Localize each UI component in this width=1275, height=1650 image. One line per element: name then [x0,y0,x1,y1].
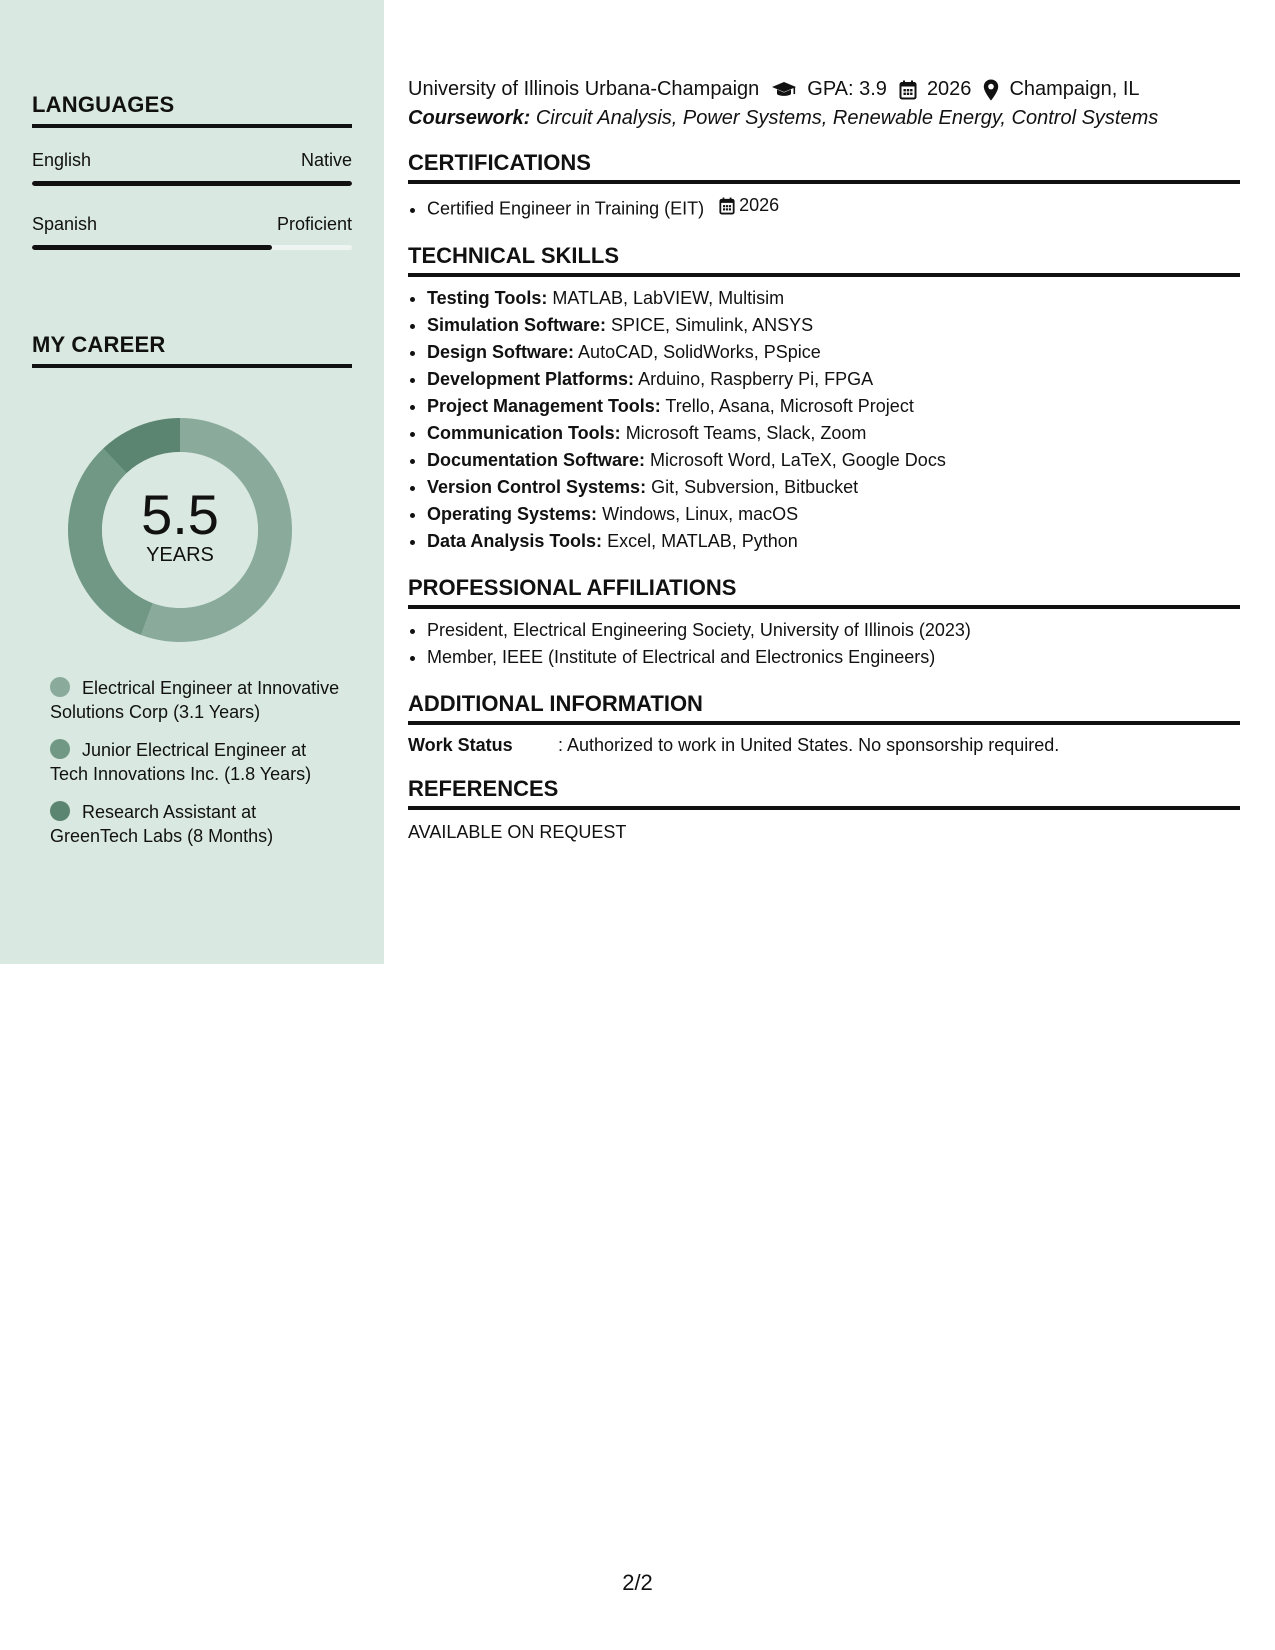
skill-value: Arduino, Raspberry Pi, FPGA [638,368,874,389]
skill-item [427,366,1240,393]
calendar-icon [899,80,917,100]
career-legend-text: Electrical Engineer at Innovative Solutions Corp (3.1 Years) [50,678,340,722]
language-item [32,214,352,250]
work-status-label: Work Status [408,734,513,755]
language-proficiency-bar [32,245,352,250]
certification-year: 2026 [739,195,780,215]
skill-label: Operating Systems: [427,503,598,524]
skill-item [427,501,1240,528]
career-section [32,332,352,368]
career-legend-text: Research Assistant at GreenTech Labs (8 Months) [50,802,274,846]
skill-item [427,420,1240,447]
gpa: GPA: 3.9 [807,78,887,100]
career-total [64,414,296,646]
certification-item [427,192,1240,223]
coursework-list: Circuit Analysis, Power Systems, Renewable Energy, Control Systems [535,107,1159,129]
language-proficiency-fill [32,181,352,186]
technical-skills-heading: TECHNICAL SKILLS [408,243,1240,277]
career-heading: MY CAREER [32,332,352,368]
skill-item [427,285,1240,312]
additional-info-heading: ADDITIONAL INFORMATION [408,691,1240,725]
career-donut-chart [64,414,296,646]
skill-value: SPICE, Simulink, ANSYS [611,314,814,335]
graduation-cap-icon [771,81,797,99]
graduation-year: 2026 [926,78,972,100]
skill-value: Git, Subversion, Bitbucket [651,476,859,497]
affiliations-list [408,617,1240,671]
skill-label: Simulation Software: [427,314,607,335]
language-proficiency-fill [32,245,272,250]
skill-label: Testing Tools: [427,287,548,308]
skill-value: Microsoft Word, LaTeX, Google Docs [650,449,946,470]
skill-value: Microsoft Teams, Slack, Zoom [625,422,867,443]
skill-item [427,339,1240,366]
skill-item [427,393,1240,420]
references-text: AVAILABLE ON REQUEST [408,821,627,842]
skill-label: Communication Tools: [427,422,621,443]
skill-value: Trello, Asana, Microsoft Project [665,395,914,416]
legend-dot [50,801,70,821]
skill-item [427,528,1240,555]
certification-name: Certified Engineer in Training (EIT) [427,198,705,219]
certifications-heading: CERTIFICATIONS [408,150,1240,184]
page-number: 2/2 [622,1570,653,1595]
languages-heading: LANGUAGES [32,92,352,128]
education-location: Champaign, IL [1009,78,1140,100]
career-legend-item [50,800,340,848]
career-legend-item [50,676,340,724]
language-item [32,150,352,186]
skill-value: MATLAB, LabVIEW, Multisim [552,287,785,308]
work-status-row [408,735,1240,756]
skill-item [427,447,1240,474]
skill-label: Development Platforms: [427,368,635,389]
references-heading: REFERENCES [408,776,1240,810]
skill-value: Windows, Linux, macOS [602,503,799,524]
school-name: University of Illinois Urbana-Champaign [408,78,760,100]
skill-item [427,312,1240,339]
languages-section [32,92,352,250]
skill-label: Data Analysis Tools: [427,530,603,551]
skill-item [427,474,1240,501]
career-legend [50,676,340,862]
career-total-unit: YEARS [146,543,214,566]
legend-dot [50,677,70,697]
coursework [408,107,1240,130]
technical-skills-list [408,285,1240,555]
skill-label: Documentation Software: [427,449,646,470]
sidebar [0,0,384,964]
career-legend-text: Junior Electrical Engineer at Tech Innovations Inc. (1.8 Years) [50,740,312,784]
language-name: English [32,150,92,170]
language-name: Spanish [32,214,98,234]
affiliations-heading: PROFESSIONAL AFFILIATIONS [408,575,1240,609]
certifications-list [408,192,1240,223]
education-line [408,78,1240,101]
career-legend-item [50,738,340,786]
coursework-label: Coursework: [408,107,531,129]
language-proficiency-bar [32,181,352,186]
language-level: Proficient [276,214,352,234]
work-status-value: : Authorized to work in United States. No sponsorship required. [558,734,1060,755]
skill-value: Excel, MATLAB, Python [607,530,798,551]
skill-label: Project Management Tools: [427,395,661,416]
skill-label: Design Software: [427,341,575,362]
main-content [408,78,1240,843]
location-pin-icon [983,79,999,101]
certification-date [719,192,779,219]
skill-label: Version Control Systems: [427,476,647,497]
affiliation-item: • Member, IEEE (Institute of Electrical and Electronics Engineers) [427,644,1240,671]
skill-value: AutoCAD, SolidWorks, PSpice [578,341,821,362]
career-total-value: 5.5 [141,482,219,546]
language-level: Native [300,150,352,170]
calendar-icon [719,197,735,215]
legend-dot [50,739,70,759]
affiliation-item: • President, Electrical Engineering Society, University of Illinois (2023) [427,617,1240,644]
